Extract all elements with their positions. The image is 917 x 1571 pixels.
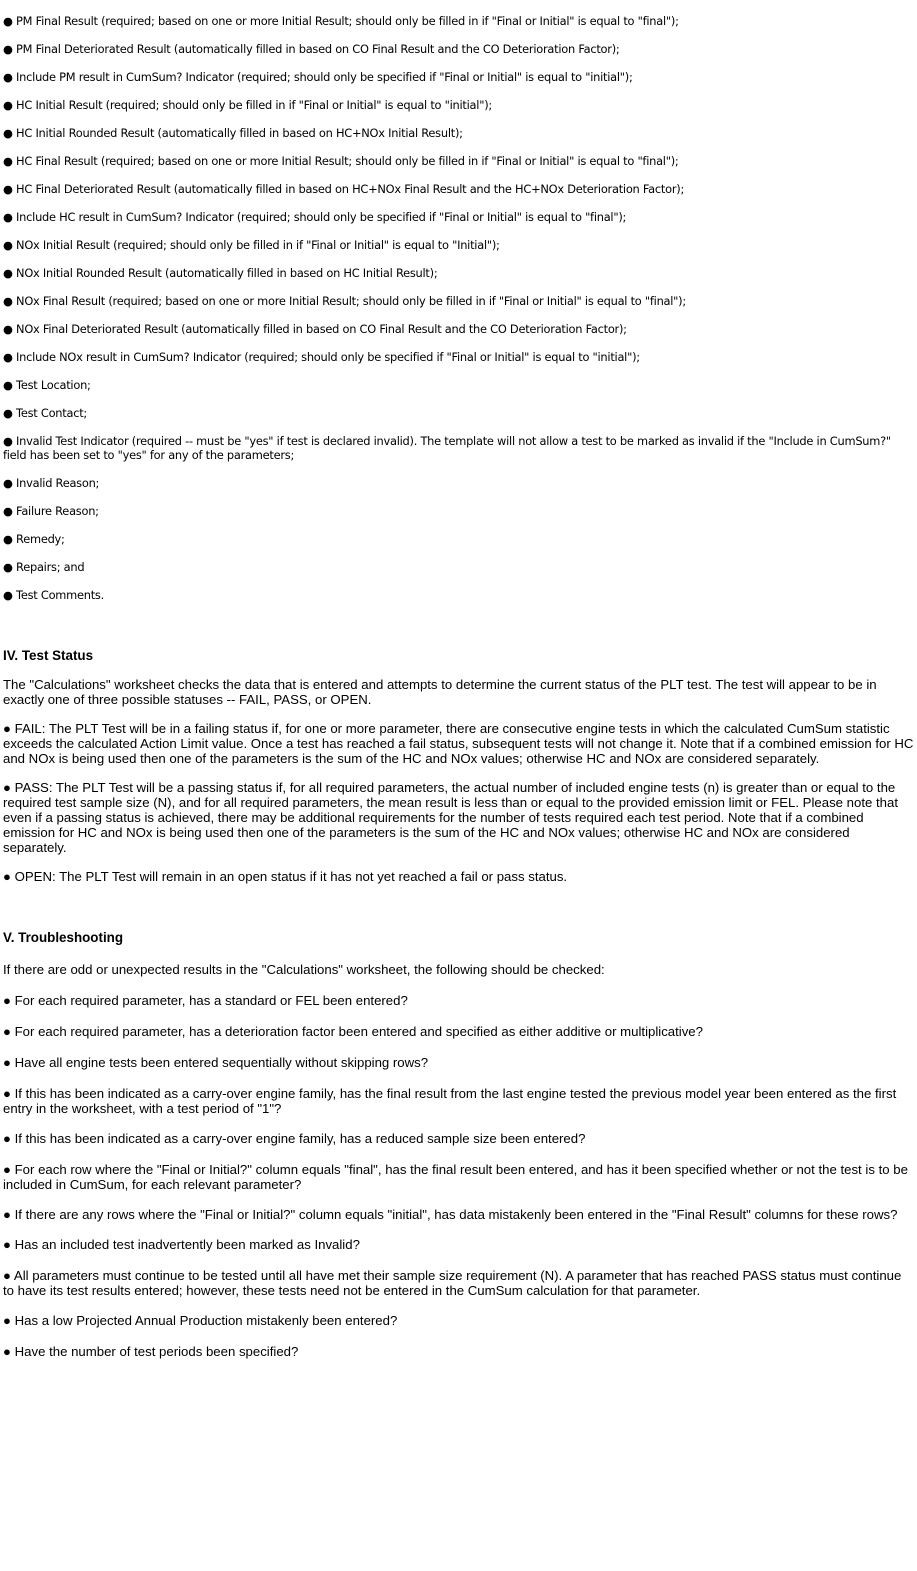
field-list xyxy=(3,14,908,616)
list-item: ● Has an included test inadvertently been marked as Invalid? xyxy=(3,1237,360,1252)
section-intro: The "Calculations" worksheet checks the data that is entered and attempts to determine the current status of the PLT test. The test will appear to be in exactly one of three possible statuses -- FAIL, PASS, or OPEN. xyxy=(3,677,877,707)
list-item: ● PM Final Result (required; based on one or more Initial Result; should only be filled in if "Final or Initial" is equal to "final"); xyxy=(3,14,679,28)
list-item: ● Remedy; xyxy=(3,532,65,546)
status-pass-item: ● PASS: The PLT Test will be a passing status if, for all required parameters, the actual number of included engine tests (n) is greater than or equal to the required test sample size (N), and for all required parameters, the mean result is less than or equal to the provided emission limit or FEL. Please note that even if a passing status is achieved, there may be additional requirements for the number of tests required each test period. Note that if a combined emission for HC and NOx is being used then one of the parameters is the sum of the HC and NOx values; otherwise HC and NOx are considered separately. xyxy=(3,780,898,855)
list-item: ● Invalid Reason; xyxy=(3,476,100,490)
list-item: ● Have all engine tests been entered sequentially without skipping rows? xyxy=(3,1055,429,1070)
list-item: ● HC Final Deteriorated Result (automatically filled in based on HC+NOx Final Result and the HC+NOx Deterioration Factor); xyxy=(3,182,685,196)
list-item: ● Have the number of test periods been specified? xyxy=(3,1344,299,1359)
list-item: ● For each required parameter, has a standard or FEL been entered? xyxy=(3,993,408,1008)
list-item: ● PM Final Deteriorated Result (automatically filled in based on CO Final Result and the CO Deterioration Factor); xyxy=(3,42,620,56)
list-item: ● NOx Initial Result (required; should only be filled in if "Final or Initial" is equal to "Initial"); xyxy=(3,238,500,252)
list-item: ● If there are any rows where the "Final or Initial?" column equals "initial", has data mistakenly been entered in the "Final Result" columns for these rows? xyxy=(3,1207,898,1222)
section-test-status xyxy=(3,677,914,898)
list-item: ● If this has been indicated as a carry-over engine family, has a reduced sample size been entered? xyxy=(3,1131,586,1146)
status-open-item: ● OPEN: The PLT Test will remain in an open status if it has not yet reached a fail or pass status. xyxy=(3,869,568,884)
section-troubleshooting xyxy=(3,962,914,1375)
list-item: ● Test Location; xyxy=(3,378,91,392)
list-item: ● Failure Reason; xyxy=(3,504,99,518)
list-item: ● Include PM result in CumSum? Indicator (required; should only be specified if "Final or Initial" is equal to "initial"); xyxy=(3,70,633,84)
list-item: ● For each required parameter, has a deterioration factor been entered and specified as either additive or multiplicative? xyxy=(3,1024,703,1039)
list-item: ● NOx Initial Rounded Result (automatically filled in based on HC Initial Result); xyxy=(3,266,438,280)
section-heading-test-status: IV. Test Status xyxy=(3,648,94,663)
list-item: ● All parameters must continue to be tested until all have met their sample size requirement (N). A parameter that has reached PASS status must continue to have its test results entered; however, these tests need not be entered in the CumSum calculation for that parameter. xyxy=(3,1268,902,1298)
list-item: ● If this has been indicated as a carry-over engine family, has the final result from the last engine tested the previous model year been entered as the first entry in the worksheet, with a test period of "1"? xyxy=(3,1086,897,1116)
section-heading-troubleshooting: V. Troubleshooting xyxy=(3,930,124,945)
list-item: ● NOx Final Result (required; based on one or more Initial Result; should only be filled in if "Final or Initial" is equal to "final"); xyxy=(3,294,686,308)
list-item: ● HC Initial Rounded Result (automatically filled in based on HC+NOx Initial Result); xyxy=(3,126,463,140)
list-item: ● HC Final Result (required; based on one or more Initial Result; should only be filled in if "Final or Initial" is equal to "final"); xyxy=(3,154,679,168)
list-item: ● Include NOx result in CumSum? Indicator (required; should only be specified if "Final or Initial" is equal to "initial"); xyxy=(3,350,640,364)
section-intro: If there are odd or unexpected results in the "Calculations" worksheet, the following should be checked: xyxy=(3,962,605,977)
status-fail-item: ● FAIL: The PLT Test will be in a failing status if, for one or more parameter, there are consecutive engine tests in which the calculated CumSum statistic exceeds the calculated Action Limit value. Once a test has reached a fail status, subsequent tests will not change it. Note that if a combined emission for HC and NOx is being used then one of the parameters is the sum of the HC and NOx values; otherwise HC and NOx are considered separately. xyxy=(3,721,914,766)
list-item: ● Has a low Projected Annual Production mistakenly been entered? xyxy=(3,1313,398,1328)
list-item: ● Test Comments. xyxy=(3,588,104,602)
list-item: ● Test Contact; xyxy=(3,406,88,420)
list-item: ● Repairs; and xyxy=(3,560,85,574)
list-item: ● Include HC result in CumSum? Indicator (required; should only be specified if "Final or Initial" is equal to "final"); xyxy=(3,210,627,224)
list-item: ● HC Initial Result (required; should only be filled in if "Final or Initial" is equal to "initial"); xyxy=(3,98,492,112)
list-item: ● NOx Final Deteriorated Result (automatically filled in based on CO Final Result and the CO Deterioration Factor); xyxy=(3,322,627,336)
list-item: ● For each row where the "Final or Initial?" column equals "final", has the final result been entered, and has it been specified whether or not the test is to be included in CumSum, for each relevant parameter? xyxy=(3,1162,908,1192)
list-item: ● Invalid Test Indicator (required -- must be "yes" if test is declared invalid). The template will not allow a test to be marked as invalid if the "Include in CumSum?" field has been set to "yes" for any of the parameters; xyxy=(3,434,891,462)
